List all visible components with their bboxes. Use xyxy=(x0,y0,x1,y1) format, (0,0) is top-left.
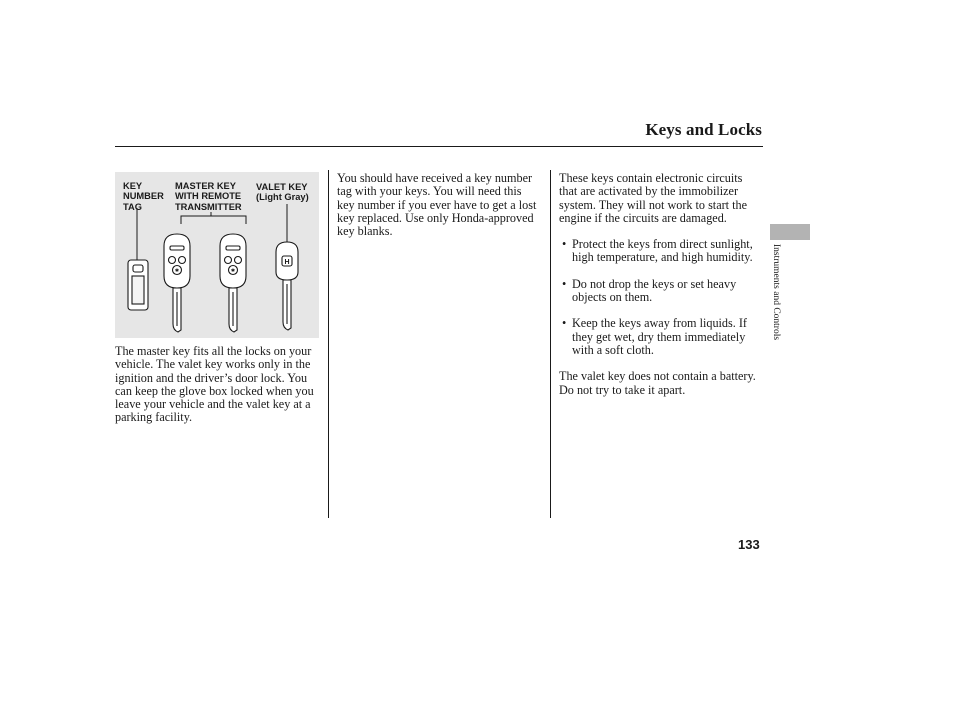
master-key-icon xyxy=(164,234,190,332)
bullet-icon: • xyxy=(562,316,567,331)
keys-illustration xyxy=(115,172,319,338)
svg-text:H: H xyxy=(284,259,290,266)
page-number: 133 xyxy=(738,537,760,552)
key-number-tag-icon xyxy=(128,260,148,310)
key-number-note xyxy=(337,172,542,238)
master-key-icon xyxy=(220,234,246,332)
list-item xyxy=(559,238,761,265)
bullet-text: Keep the keys away from liquids. If they get wet, dry them immediately with a soft cloth. xyxy=(572,316,747,357)
bullet-text: Do not drop the keys or set heavy objects on them. xyxy=(572,276,737,305)
bullet-icon: • xyxy=(562,237,567,252)
valet-key-label: VALET KEY (Light Gray) xyxy=(256,182,309,203)
keys-drawing xyxy=(115,172,319,338)
svg-text:✱: ✱ xyxy=(230,269,236,274)
list-item xyxy=(559,317,761,357)
svg-text:✱: ✱ xyxy=(174,269,180,274)
column3-intro: These keys contain electronic circuits that are activated by the immobilizer system. They will not work to start the engine if the circuits are damaged. xyxy=(559,171,747,225)
valet-key-icon xyxy=(276,242,298,330)
immobilizer-notes xyxy=(559,172,761,397)
column-divider xyxy=(328,170,329,518)
column-divider xyxy=(550,170,551,518)
page-title: Keys and Locks xyxy=(645,120,762,139)
column3-closing: The valet key does not contain a battery. Do not try to take it apart. xyxy=(559,369,756,397)
master-key-label: MASTER KEY WITH REMOTE TRANSMITTER xyxy=(175,181,242,212)
header-rule xyxy=(115,146,763,147)
list-item xyxy=(559,278,761,305)
bullet-text: Protect the keys from direct sunlight, high temperature, and high humidity. xyxy=(572,237,753,265)
section-tab xyxy=(770,224,810,240)
master-key-description xyxy=(115,345,321,425)
key-number-tag-label: KEY NUMBER TAG xyxy=(123,181,164,212)
section-label xyxy=(771,244,783,372)
column1-paragraph: The master key fits all the locks on your vehicle. The valet key works only in the ignition and the driver’s door lock. You can keep the glove box locked when you leave your vehicle and the valet key at a parking facility. xyxy=(115,344,314,425)
column2-paragraph: You should have received a key number tag with your keys. You will need this key number if you ever have to get a lost key replaced. Use only Honda-approved key blanks. xyxy=(337,171,537,239)
bullet-icon: • xyxy=(562,276,567,291)
section-label-text: Instruments and Controls xyxy=(771,244,781,341)
